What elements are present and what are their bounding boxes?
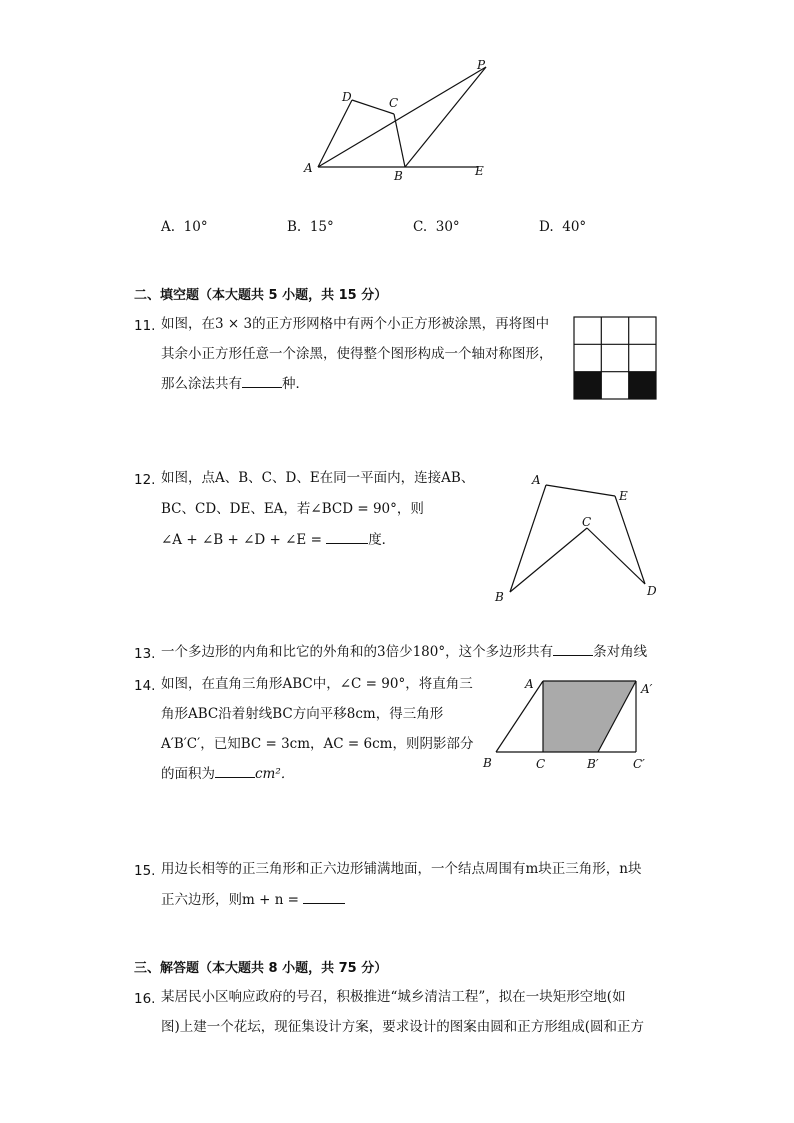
label-a: A bbox=[304, 161, 313, 175]
q16-line2: 图)上建一个花坛，现征集设计方案，要求设计的图案由圆和正方形组成(圆和正方 bbox=[161, 1019, 645, 1035]
q11-answer-blank[interactable] bbox=[242, 386, 282, 388]
label-e: E bbox=[475, 164, 484, 178]
section-3-title: 三、解答题（本大题共 8 小题，共 75 分） bbox=[134, 961, 388, 976]
line-ae bbox=[546, 485, 615, 496]
option-c[interactable]: C. 30° bbox=[413, 219, 460, 235]
q16-line1: 某居民小区响应政府的号召，积极推进“城乡清洁工程”，拟在一块矩形空地(如 bbox=[161, 989, 626, 1005]
grid-cell-black-left bbox=[574, 372, 601, 399]
q14-line1: 如图，在直角三角形ABC中，∠C = 90°，将直角三 bbox=[161, 676, 473, 692]
q13-text: 一个多边形的内角和比它的外角和的3倍少180°，这个多边形共有 条对角线 bbox=[161, 644, 648, 660]
q14-line2: 角形ABC沿着射线BC方向平移8cm，得三角形 bbox=[161, 706, 444, 722]
label-d: D bbox=[342, 90, 352, 104]
option-b[interactable]: B. 15° bbox=[287, 219, 334, 235]
label-c: C bbox=[582, 515, 592, 529]
label-p: P bbox=[477, 58, 486, 72]
label-a: A bbox=[525, 677, 534, 691]
q15-answer-blank[interactable] bbox=[303, 902, 345, 904]
option-a[interactable]: A. 10° bbox=[161, 219, 208, 235]
line-dc bbox=[587, 528, 645, 584]
section-2-title: 二、填空题（本大题共 5 小题，共 15 分） bbox=[134, 288, 388, 303]
q15-number: 15. bbox=[134, 863, 156, 879]
figure-q10 bbox=[290, 55, 510, 185]
line-cb bbox=[394, 114, 405, 167]
label-c: C bbox=[389, 96, 399, 110]
grid-cell-black-right bbox=[629, 372, 656, 399]
line-ed bbox=[615, 496, 645, 584]
label-b-prime: B′ bbox=[587, 757, 599, 771]
q11-line1: 如图，在3 × 3的正方形网格中有两个小正方形被涂黑，再将图中 bbox=[161, 316, 550, 332]
q15-line1: 用边长相等的正三角形和正六边形铺满地面，一个结点周围有m块正三角形，n块 bbox=[161, 861, 642, 877]
q11-line2: 其余小正方形任意一个涂黑，使得整个图形构成一个轴对称图形， bbox=[161, 346, 553, 362]
label-c: C bbox=[536, 757, 546, 771]
label-b: B bbox=[394, 169, 403, 183]
q12-line2: BC、CD、DE、EA，若∠BCD = 90°，则 bbox=[161, 501, 424, 517]
q14-number: 14. bbox=[134, 678, 156, 694]
q12-number: 12. bbox=[134, 472, 156, 488]
label-d: D bbox=[647, 584, 657, 598]
label-e: E bbox=[619, 489, 628, 503]
line-dc bbox=[352, 100, 394, 114]
q14-line4: 的面积为 cm²． bbox=[161, 766, 295, 782]
q13-number: 13. bbox=[134, 646, 156, 662]
q12-line3: ∠A + ∠B + ∠D + ∠E = 度． bbox=[161, 532, 396, 548]
line-ba bbox=[510, 485, 546, 592]
q13-answer-blank[interactable] bbox=[553, 654, 593, 656]
q14-answer-blank[interactable] bbox=[215, 776, 255, 778]
label-a: A bbox=[532, 473, 541, 487]
q11-line3: 那么涂法共有 种． bbox=[161, 376, 309, 392]
q16-number: 16. bbox=[134, 991, 156, 1007]
line-cb bbox=[510, 528, 587, 592]
line-bp bbox=[405, 67, 486, 167]
option-d[interactable]: D. 40° bbox=[539, 219, 587, 235]
figure-q12 bbox=[490, 468, 665, 608]
q12-answer-blank[interactable] bbox=[326, 542, 368, 544]
label-b: B bbox=[483, 756, 492, 770]
q14-line3: A′B′C′，已知BC = 3cm，AC = 6cm，则阴影部分 bbox=[161, 736, 474, 752]
label-c-prime: C′ bbox=[633, 757, 645, 771]
label-b: B bbox=[495, 590, 504, 604]
label-a-prime: A′ bbox=[641, 682, 653, 696]
q12-line1: 如图，点A、B、C、D、E在同一平面内，连接AB、 bbox=[161, 470, 475, 486]
q11-number: 11. bbox=[134, 318, 156, 334]
figure-q11-grid bbox=[573, 316, 658, 401]
line-ba bbox=[496, 681, 543, 752]
figure-q14 bbox=[480, 672, 665, 777]
shaded-region bbox=[543, 681, 636, 752]
q15-line2: 正六边形，则m + n = bbox=[161, 894, 345, 908]
